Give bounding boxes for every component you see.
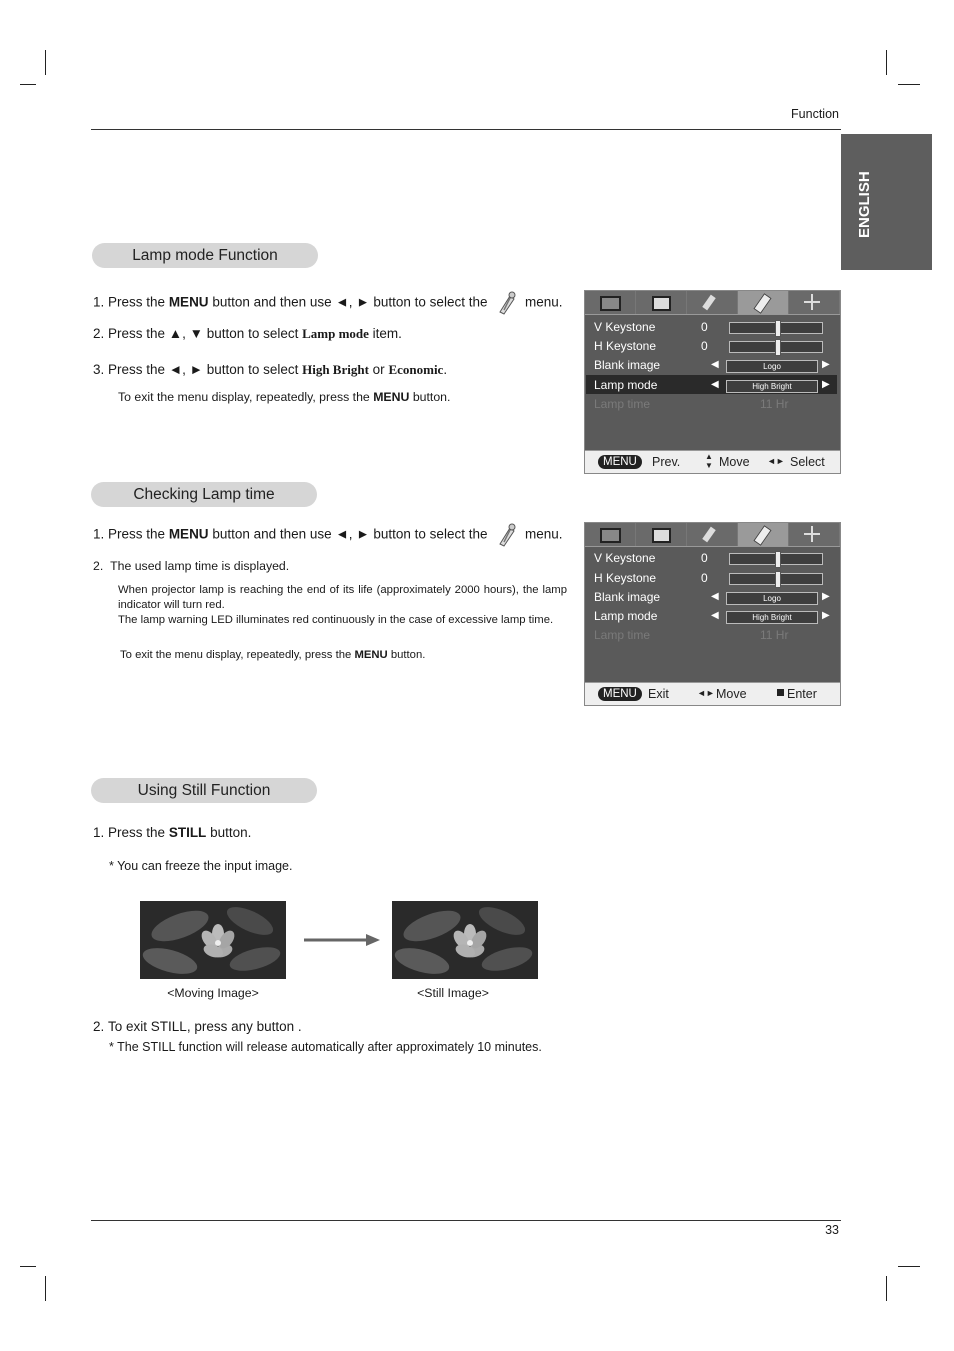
menu-key-badge: MENU	[598, 455, 642, 469]
up-down-arrow-icon: ▲ ▼	[705, 452, 713, 470]
language-tab	[841, 134, 932, 270]
blank-image-value[interactable]: Logo	[726, 592, 818, 605]
osd-label-h-keystone: H Keystone	[594, 571, 657, 585]
left-arrow-icon[interactable]: ◀	[711, 591, 719, 602]
still-image-photo	[392, 901, 538, 979]
header-rule	[91, 129, 841, 130]
lamp-mode-step-3: 3. Press the ◄, ► button to select High Bright or Economic.	[93, 362, 448, 377]
osd-label-lamp-mode: Lamp mode	[594, 609, 658, 623]
osd-value-lamp-time: 11 Hr	[760, 628, 789, 642]
still-step-1: 1. Press the STILL button.	[93, 825, 252, 840]
page-number: 33	[825, 1223, 839, 1237]
osd-label-lamp-mode: Lamp mode	[594, 378, 658, 392]
osd-label-lamp-time: Lamp time	[594, 397, 651, 411]
osd-label-v-keystone: V Keystone	[594, 551, 656, 565]
screen-tab-icon[interactable]	[636, 523, 687, 546]
lamp-mode-value[interactable]: High Bright	[726, 611, 818, 624]
footer-move: Move	[719, 455, 750, 469]
crop-mark	[886, 50, 887, 75]
osd-label-lamp-time: Lamp time	[594, 628, 651, 642]
osd-tab-bar	[585, 523, 840, 547]
left-arrow-icon[interactable]: ◀	[711, 610, 719, 621]
footer-exit: Exit	[648, 687, 669, 701]
crop-mark	[45, 50, 46, 75]
picture-tab-icon[interactable]	[585, 291, 636, 314]
left-arrow-icon[interactable]: ◀	[711, 359, 719, 370]
slider-knob[interactable]	[775, 551, 781, 568]
option-tab-icon[interactable]	[789, 291, 840, 314]
menu-key-badge: MENU	[598, 687, 642, 701]
v-keystone-slider[interactable]	[729, 322, 823, 334]
tools-tab-icon[interactable]	[687, 291, 738, 314]
blank-image-value[interactable]: Logo	[726, 360, 818, 373]
utility-tool-icon	[494, 290, 518, 316]
tools-tab-icon[interactable]	[687, 523, 738, 546]
osd-label-v-keystone: V Keystone	[594, 320, 656, 334]
footer-rule	[91, 1220, 841, 1221]
lamp-mode-value[interactable]: High Bright	[726, 380, 818, 393]
lamp-time-step-2: 2. The used lamp time is displayed.	[93, 559, 290, 573]
lamp-time-exit-note: To exit the menu display, repeatedly, press the MENU button.	[120, 649, 426, 661]
crop-mark	[45, 1276, 46, 1301]
still-step-2: 2. To exit STILL, press any button .	[93, 1019, 302, 1034]
osd-label-blank-image: Blank image	[594, 358, 661, 372]
lamp-mode-exit-note: To exit the menu display, repeatedly, press the MENU button.	[118, 390, 451, 404]
osd-value-h-keystone: 0	[701, 339, 708, 353]
square-button-icon	[777, 689, 784, 696]
osd-menu-lamp-time	[584, 522, 841, 706]
osd-value-h-keystone: 0	[701, 571, 708, 585]
osd-menu-lamp-mode	[584, 290, 841, 474]
osd-tab-bar	[585, 291, 840, 315]
footer-select: Select	[790, 455, 825, 469]
crop-mark	[886, 1276, 887, 1301]
section-title-still: Using Still Function	[91, 778, 317, 803]
osd-label-blank-image: Blank image	[594, 590, 661, 604]
utility-tab-icon[interactable]	[738, 291, 789, 314]
v-keystone-slider[interactable]	[729, 553, 823, 565]
crop-mark	[898, 84, 920, 85]
slider-knob[interactable]	[775, 320, 781, 337]
right-arrow-icon[interactable]: ▶	[822, 591, 830, 602]
footer-enter: Enter	[787, 687, 817, 701]
utility-tool-icon	[494, 522, 518, 548]
footer-prev: Prev.	[652, 455, 681, 469]
section-title-lamp-mode: Lamp mode Function	[92, 243, 318, 268]
arrow-right-icon	[302, 933, 382, 947]
osd-footer	[585, 450, 840, 473]
crop-mark	[20, 1266, 36, 1267]
moving-image-caption: <Moving Image>	[167, 986, 259, 1000]
osd-label-h-keystone: H Keystone	[594, 339, 657, 353]
section-title-lamp-time: Checking Lamp time	[91, 482, 317, 507]
lamp-life-note: When projector lamp is reaching the end of its life (approximately 2000 hours), the lamp indicator will turn red.	[118, 584, 567, 611]
section-header: Function	[791, 107, 839, 121]
language-tab-label: ENGLISH	[856, 171, 873, 238]
left-right-arrow-icon: ◄►	[697, 688, 715, 698]
crop-mark	[20, 84, 36, 85]
slider-knob[interactable]	[775, 339, 781, 356]
h-keystone-slider[interactable]	[729, 573, 823, 585]
slider-knob[interactable]	[775, 571, 781, 588]
crop-mark	[898, 1266, 920, 1267]
screen-tab-icon[interactable]	[636, 291, 687, 314]
right-arrow-icon[interactable]: ▶	[822, 610, 830, 621]
still-freeze-note: * You can freeze the input image.	[109, 859, 293, 873]
left-arrow-icon[interactable]: ◀	[711, 379, 719, 390]
lamp-mode-step-2: 2. Press the ▲, ▼ button to select Lamp mode item.	[93, 326, 402, 341]
utility-tab-icon[interactable]	[738, 523, 789, 546]
lamp-time-step-1: 1. Press the MENU button and then use ◄, ► button to select the menu.	[93, 522, 563, 548]
option-tab-icon[interactable]	[789, 523, 840, 546]
still-release-note: * The STILL function will release automatically after approximately 10 minutes.	[109, 1040, 542, 1054]
osd-value-lamp-time: 11 Hr	[760, 397, 789, 411]
h-keystone-slider[interactable]	[729, 341, 823, 353]
moving-image-photo	[140, 901, 286, 979]
lamp-warning-note: The lamp warning LED illuminates red continuously in the case of excessive lamp time.	[118, 614, 554, 626]
osd-footer	[585, 682, 840, 705]
left-right-arrow-icon: ◄►	[767, 456, 785, 466]
right-arrow-icon[interactable]: ▶	[822, 359, 830, 370]
lamp-mode-step-1: 1. Press the MENU button and then use ◄, ► button to select the menu.	[93, 290, 563, 316]
osd-value-v-keystone: 0	[701, 551, 708, 565]
still-image-caption: <Still Image>	[417, 986, 489, 1000]
right-arrow-icon[interactable]: ▶	[822, 379, 830, 390]
picture-tab-icon[interactable]	[585, 523, 636, 546]
osd-value-v-keystone: 0	[701, 320, 708, 334]
footer-move: Move	[716, 687, 747, 701]
